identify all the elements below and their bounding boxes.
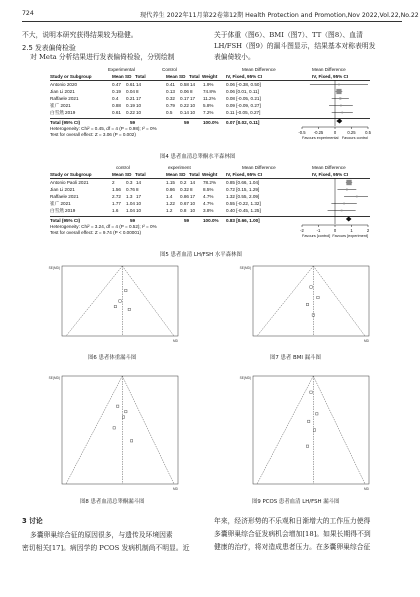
column-header: IV, Fixed, 95% CI xyxy=(226,74,263,79)
column-header: Weight xyxy=(202,172,218,177)
effect-square xyxy=(356,196,358,198)
left-text-line-1: 不大，说明本研究获得结果较为稳健。 xyxy=(22,31,138,39)
discussion-left-line-2: 密切相关[17]。病因学的 PCOS 发病机制尚不明显。近 xyxy=(22,544,190,552)
column-header: Study or Subgroup xyxy=(50,74,92,79)
effect-square xyxy=(339,97,341,99)
study-cell: 11.2% xyxy=(203,96,216,101)
column-header: IV, Fixed, 95% CI xyxy=(312,74,349,79)
funnel-plot-weight xyxy=(48,262,182,348)
effect-square xyxy=(340,105,342,107)
right-text-line-3: 表偏倚较小。 xyxy=(214,53,255,61)
column-header: SD xyxy=(125,74,132,79)
column-header: Mean xyxy=(112,74,124,79)
study-row xyxy=(50,95,300,102)
column-header: Mean xyxy=(166,172,178,177)
study-point xyxy=(306,445,308,447)
axis-tick-label: -1 xyxy=(316,228,321,233)
study-cell: 白雪然 2019 xyxy=(50,110,76,115)
axis-tick-label: -0.25 xyxy=(313,130,324,135)
column-header: Mean xyxy=(112,172,124,177)
study-point xyxy=(128,308,130,310)
page-header xyxy=(22,9,419,22)
study-point xyxy=(116,405,118,407)
column-header: IV, Fixed, 95% CI xyxy=(226,172,263,177)
total-label: Total (95% CI) xyxy=(50,120,81,125)
column-header: Total xyxy=(135,74,146,79)
total-label: Total (95% CI) xyxy=(50,218,81,223)
effect-square xyxy=(346,180,351,185)
section-heading-2-5: 2.5 发表偏倚检验 xyxy=(22,44,76,52)
study-cell: 0.79 xyxy=(166,103,175,108)
study-cell: 8.5% xyxy=(203,187,214,192)
study-cell: 1.04 xyxy=(126,208,135,213)
effect-square xyxy=(343,203,345,205)
funnel-left-bound xyxy=(66,376,122,484)
study-cell: 0.2 xyxy=(180,180,187,185)
y-axis-label: SE(MD) xyxy=(239,376,251,380)
study-cell: 1.32 [0.55, 2.09] xyxy=(226,194,260,199)
favours-left: Favours experimental xyxy=(302,136,339,140)
pooled-diamond xyxy=(346,217,352,222)
x-axis-label: MD xyxy=(173,339,178,343)
study-point xyxy=(316,413,318,415)
md-header-1: Mean Difference xyxy=(242,67,276,72)
study-cell: 0.4 xyxy=(112,96,119,101)
funnel-right-bound xyxy=(122,376,174,484)
total-ci: 0.07 [0.02, 0.11] xyxy=(226,120,260,125)
funnel-right-bound xyxy=(313,266,365,336)
study-point xyxy=(317,296,319,298)
study-cell: 0.32 xyxy=(180,187,189,192)
study-cell: 10 xyxy=(190,208,196,213)
overall-effect: Test for overall effect: Z = 3.06 (P = 0.002) xyxy=(50,132,136,137)
favours-right: Favours control xyxy=(341,136,368,140)
figure-7-caption: 图7 患者 BMI 漏斗图 xyxy=(270,355,321,361)
study-cell: 8 xyxy=(136,89,139,94)
page-number: 724 xyxy=(22,10,34,17)
study-cell: 10 xyxy=(136,103,142,108)
study-cell: 10 xyxy=(190,110,196,115)
funnel-left-bound xyxy=(257,376,313,484)
plot-frame xyxy=(253,266,369,336)
study-cell: 17 xyxy=(190,96,196,101)
heterogeneity: Heterogeneity: Chi² = 3.24, df = 4 (P = 0.52); I² = 0% xyxy=(50,224,157,229)
funnel-plot-testosterone xyxy=(48,372,182,496)
study-cell: 崔广 2021 xyxy=(50,201,71,206)
study-cell: 0.19 xyxy=(126,103,135,108)
axis-tick-label: 2 xyxy=(366,228,370,233)
effect-square xyxy=(341,210,343,212)
study-cell: 0.47 xyxy=(112,82,121,87)
column-header: SD xyxy=(179,172,186,177)
study-cell: 0.22 xyxy=(180,103,189,108)
study-cell: 5.8% xyxy=(203,103,214,108)
study-cell: 0.86 xyxy=(180,194,189,199)
study-cell: 17 xyxy=(136,194,142,199)
study-cell: 10 xyxy=(136,110,142,115)
x-axis-label: MD xyxy=(173,487,178,491)
study-cell: 0.04 xyxy=(126,89,135,94)
discussion-right-line-3: 健康的治疗，将对造成患者压力。在多囊卵巢综合征 xyxy=(214,543,371,551)
column-header: IV, Fixed, 95% CI xyxy=(312,172,349,177)
study-point xyxy=(307,420,309,422)
study-row xyxy=(50,207,300,214)
study-cell: 7.2% xyxy=(203,110,214,115)
y-axis-label: SE(MD) xyxy=(239,266,251,270)
right-text-line-1: 关于体重（图6）、BMI（图7）、TT（图8）、血清 xyxy=(214,31,363,39)
axis-tick-label: 0.25 xyxy=(347,130,356,135)
study-cell: 0.11 [-0.05, 0.27] xyxy=(226,110,261,115)
study-point xyxy=(310,286,312,288)
study-cell: 14 xyxy=(136,82,142,87)
study-cell: 10 xyxy=(190,201,196,206)
discussion-right-line-2: 多囊卵巢综合征发病机会增加[18]。如果长期得不到 xyxy=(214,530,371,538)
study-cell: 0.86 xyxy=(166,187,175,192)
study-cell: Raffaele 2021 xyxy=(50,194,79,199)
study-row xyxy=(50,200,300,207)
study-cell: 0.14 xyxy=(180,110,189,115)
column-header: Study or Subgroup xyxy=(50,172,92,177)
study-cell: 1.22 xyxy=(166,201,175,206)
pooled-diamond xyxy=(336,119,342,124)
y-axis-label: SE(MD) xyxy=(48,266,60,270)
figure-6-caption: 图6 患者体重漏斗图 xyxy=(88,355,137,361)
effect-square xyxy=(341,112,343,114)
column-header: Total xyxy=(135,172,146,177)
axis-tick-label: -0.5 xyxy=(298,130,306,135)
study-cell: 1.2 xyxy=(166,208,173,213)
total-ci: 0.83 [0.66, 1.00] xyxy=(226,218,260,223)
funnel-plot-bmi xyxy=(239,262,373,348)
forest-plot-graphic xyxy=(300,178,370,256)
left-text-line-2: 对 Meta 分析结果进行发表偏倚检验，分别绘制 xyxy=(30,53,175,61)
study-cell: 1.04 xyxy=(126,201,135,206)
study-point xyxy=(122,416,124,418)
study-cell: 0.5 xyxy=(166,110,173,115)
study-cell: 2.72 xyxy=(112,194,121,199)
study-row xyxy=(50,193,300,200)
study-cell: 74.8% xyxy=(203,89,217,94)
study-cell: 10 xyxy=(190,103,196,108)
study-cell: Antonio Paoli 2021 xyxy=(50,180,89,185)
study-cell: 0.32 xyxy=(166,96,175,101)
plot-frame xyxy=(253,376,369,484)
study-point xyxy=(130,440,132,442)
study-cell: 0.06 [-0.38, 0.50] xyxy=(226,82,261,87)
study-cell: 0.13 xyxy=(166,89,175,94)
study-point xyxy=(119,300,121,302)
figure-5-caption: 图5 患者血清 LH/FSH 水平森林图 xyxy=(160,252,242,258)
study-cell: 8 xyxy=(190,187,193,192)
x-axis-label: MD xyxy=(364,339,369,343)
study-cell: 1.56 xyxy=(112,187,121,192)
study-cell: 8 xyxy=(136,187,139,192)
study-cell: 0.76 xyxy=(126,187,135,192)
md-header-2: Mean Difference xyxy=(312,67,346,72)
column-header: Total xyxy=(189,172,200,177)
axis-tick-label: 0 xyxy=(333,228,337,233)
discussion-right-line-1: 年来，经济形势的不乐观和日渐增大的工作压力使得 xyxy=(214,517,371,525)
study-row xyxy=(50,109,300,116)
discussion-left-line-1: 多囊卵巢综合征的原因很多，与遗传及环境因素 xyxy=(30,531,173,539)
study-cell: 14 xyxy=(190,82,196,87)
forest-plot-testosterone xyxy=(50,66,370,148)
group-label-control: control xyxy=(116,165,130,170)
column-header: SD xyxy=(125,172,132,177)
study-cell: 1.6 xyxy=(112,208,119,213)
study-cell: 0.06 [0.01, 0.11] xyxy=(226,89,259,94)
study-row xyxy=(50,186,300,193)
study-cell: 0.67 xyxy=(180,201,189,206)
study-cell: 78.2% xyxy=(203,180,217,185)
favours-left: Favours [control] xyxy=(302,234,331,238)
total-exp: 59 xyxy=(130,120,136,125)
axis-tick-label: -2 xyxy=(300,228,304,233)
plot-frame xyxy=(62,266,178,336)
study-cell: 0.21 xyxy=(126,96,135,101)
study-cell: 白雪然 2019 xyxy=(50,208,76,213)
study-cell: 0.09 [-0.09, 0.27] xyxy=(226,103,261,108)
study-cell: Antonio 2020 xyxy=(50,82,78,87)
study-cell: 4.7% xyxy=(203,194,214,199)
study-cell: 0.19 xyxy=(112,89,121,94)
effect-square xyxy=(346,189,348,191)
study-row xyxy=(50,88,300,95)
study-cell: Jian Li 2021 xyxy=(50,187,75,192)
effect-square xyxy=(336,89,341,94)
group-label-experiment: experiment xyxy=(168,165,191,170)
study-cell: 0.85 [0.66, 1.04] xyxy=(226,180,260,185)
study-point xyxy=(306,303,308,305)
study-cell: 0.72 [0.15, 1.29] xyxy=(226,187,260,192)
study-cell: 1.77 xyxy=(112,201,121,206)
study-cell: Jian Li 2021 xyxy=(50,89,75,94)
study-cell: 1.15 xyxy=(166,180,175,185)
figure-9-caption: 图9 PCOS 患者血清 LH/FSH 漏斗图 xyxy=(252,499,340,505)
column-header: Mean xyxy=(166,74,178,79)
study-point xyxy=(113,427,115,429)
right-text-line-2: LH/FSH（图9）的漏斗图显示，结果基本对称表明发 xyxy=(214,42,376,50)
study-cell: Raffaele 2021 xyxy=(50,96,79,101)
journal-info: 现代养生 2022年11月第22卷第12期 Health Protection and Promotion,Nov 2022,Vol.22,No.22 xyxy=(140,12,419,19)
study-cell: 8 xyxy=(190,89,193,94)
study-cell: 1.9% xyxy=(203,82,214,87)
column-header: Total xyxy=(189,74,200,79)
study-cell: 17 xyxy=(190,194,196,199)
study-cell: 17 xyxy=(136,96,142,101)
study-cell: 0.3 xyxy=(126,180,133,185)
group-label-experimental: Experimental xyxy=(108,67,135,72)
axis-tick-label: 0.5 xyxy=(365,130,371,135)
study-point xyxy=(125,289,127,291)
funnel-left-bound xyxy=(66,266,122,336)
study-point xyxy=(114,305,116,307)
total-weight: 100.0% xyxy=(203,218,219,223)
group-label-control: Control xyxy=(162,67,177,72)
column-header: Weight xyxy=(202,74,218,79)
study-cell: 0.88 xyxy=(112,103,121,108)
y-axis-label: SE(MD) xyxy=(48,376,60,380)
study-cell: 10 xyxy=(136,201,142,206)
study-cell: 1.4 xyxy=(166,194,173,199)
study-cell: 0.40 [-0.45, 1.25] xyxy=(226,208,261,213)
plot-frame xyxy=(62,376,178,484)
md-header-2: Mean Difference xyxy=(312,165,346,170)
study-cell: 0.8 xyxy=(180,208,187,213)
study-cell: 0.41 xyxy=(166,82,175,87)
favours-right: Favours [experiment] xyxy=(332,234,368,238)
study-cell: 10 xyxy=(136,208,142,213)
study-point xyxy=(313,429,315,431)
study-cell: 0.61 xyxy=(126,82,135,87)
study-point xyxy=(125,410,127,412)
column-header: SD xyxy=(179,74,186,79)
study-cell: 0.58 xyxy=(180,82,189,87)
axis-tick-label: 0 xyxy=(333,130,337,135)
study-cell: 4.7% xyxy=(203,201,214,206)
axis-tick-label: 1 xyxy=(350,228,353,233)
study-cell: 0.17 xyxy=(180,96,189,101)
study-cell: 2 xyxy=(112,180,115,185)
study-row xyxy=(50,102,300,109)
figure-8-caption: 图8 患者血清总睾酮漏斗图 xyxy=(80,499,145,505)
funnel-right-bound xyxy=(313,376,365,484)
study-cell: 0.55 [-0.22, 1.32] xyxy=(226,201,261,206)
study-cell: 0.61 xyxy=(112,110,121,115)
study-cell: 0.22 xyxy=(126,110,135,115)
effect-square xyxy=(338,84,340,86)
total-ctrl: 59 xyxy=(184,218,190,223)
study-cell: 14 xyxy=(136,180,142,185)
md-header-1: Mean Difference xyxy=(242,165,276,170)
x-axis-label: MD xyxy=(364,487,369,491)
overall-effect: Test for overall effect: Z = 9.74 (P < 0.00001) xyxy=(50,230,141,235)
study-point xyxy=(310,391,312,393)
study-cell: 0.08 [-0.05, 0.21] xyxy=(226,96,261,101)
forest-plot-graphic xyxy=(300,80,370,158)
study-row xyxy=(50,81,300,88)
forest-plot-lh-fsh xyxy=(50,164,370,246)
funnel-left-bound xyxy=(257,266,313,336)
study-cell: 1.3 xyxy=(126,194,133,199)
heterogeneity: Heterogeneity: Chi² = 0.45, df = 4 (P = 0.98); I² = 0% xyxy=(50,126,157,131)
study-row xyxy=(50,179,300,186)
study-cell: 14 xyxy=(190,180,196,185)
study-cell: 崔广 2021 xyxy=(50,103,71,108)
study-cell: 0.06 xyxy=(180,89,189,94)
total-exp: 59 xyxy=(130,218,136,223)
discussion-heading: 3 讨论 xyxy=(22,517,43,525)
funnel-plot-lh-fsh xyxy=(239,372,373,496)
total-weight: 100.0% xyxy=(203,120,219,125)
figure-4-caption: 图4 患者血清总睾酮水平森林图 xyxy=(160,154,236,160)
funnel-right-bound xyxy=(122,266,174,336)
total-ctrl: 59 xyxy=(184,120,190,125)
study-cell: 3.8% xyxy=(203,208,214,213)
